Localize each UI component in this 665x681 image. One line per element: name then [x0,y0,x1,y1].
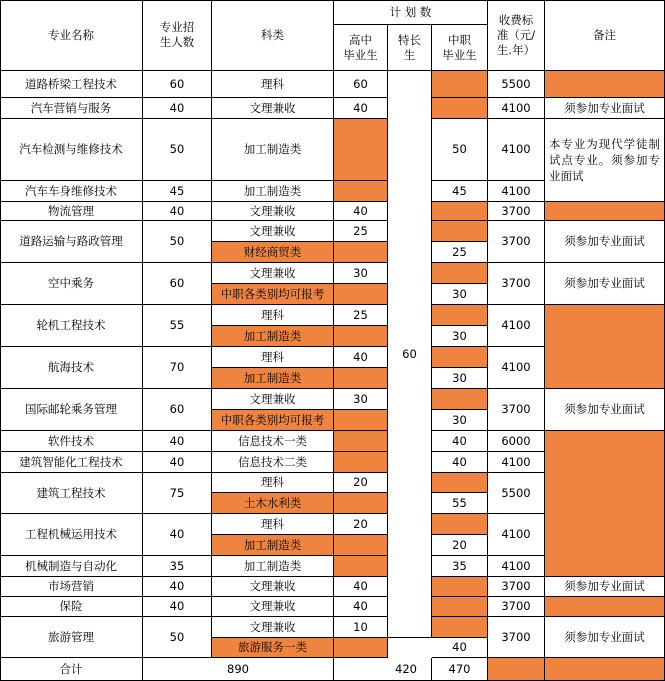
category-text: 加工制造类 [243,558,302,573]
enroll-count [143,431,212,452]
header-plan-count-text: 计 划 数 [389,4,432,19]
high-school-count [334,71,388,98]
enroll-count [143,119,212,181]
vocational-count-text: 20 [452,537,467,552]
vocational-count-text: 50 [452,142,467,156]
high-school-count [334,638,388,658]
high-school-count [334,284,388,305]
header-high-school-grad [334,25,388,71]
fee-standard-text: 3700 [501,579,531,593]
major-name-text: 建筑智能化工程技术 [19,454,123,469]
major-name-text: 市场营销 [48,579,94,593]
category [212,389,334,410]
category [212,473,334,493]
major-name-text: 道路桥梁工程技术 [25,76,117,91]
enroll-count-text: 50 [169,629,185,644]
major-name-text: 国际邮轮乘务管理 [25,402,117,416]
enroll-count-text: 40 [169,433,185,448]
remarks [545,577,665,597]
category [212,493,334,514]
category-text: 旅游服务一类 [238,640,307,654]
category-text: 加工制造类 [243,183,302,198]
major-name [0,347,143,389]
vocational-count [432,577,488,597]
category-text: 理科 [261,76,284,91]
category-text: 理科 [261,516,284,531]
category-text: 信息技术一类 [238,433,307,448]
vocational-count [432,98,488,119]
header-fee-standard-text: 收费标 准（元/ 生.年） [496,12,536,57]
enroll-count-text: 50 [169,142,185,156]
vocational-count-text: 30 [452,328,467,343]
major-name-text: 轮机工程技术 [36,318,106,332]
total-label [0,658,143,681]
category-text: 理科 [261,349,284,364]
high-school-count [334,535,388,556]
category [212,242,334,263]
high-school-count [334,98,388,119]
vocational-count-text: 30 [452,286,467,301]
enroll-count-text: 60 [169,402,185,416]
major-name [0,119,143,181]
category [212,556,334,577]
remarks-text: 须参加专业面试 [564,402,645,416]
remarks-text: 须参加专业面试 [564,234,645,248]
major-name-text: 物流管理 [48,203,94,218]
vocational-count [432,493,488,514]
remarks-text: 须参加专业面试 [564,579,645,593]
header-category-text: 科类 [261,27,284,42]
high-school-count [334,617,388,638]
major-name [0,577,143,597]
high-school-count [334,263,388,284]
major-name [0,473,143,514]
enroll-count [143,514,212,556]
vocational-count-text: 35 [452,558,467,573]
major-name [0,71,143,98]
fee-standard-text: 4100 [501,183,531,198]
high-school-count [334,577,388,597]
major-name [0,389,143,431]
high-school-count [334,368,388,389]
total-fee [488,658,545,681]
major-name [0,202,143,221]
high-school-count [334,410,388,431]
fee-standard-text: 3700 [501,402,531,416]
total-vocational [432,658,488,681]
fee-standard-text: 3700 [501,599,531,613]
vocational-count [432,181,488,202]
high-school-count [334,119,388,181]
remarks [545,389,665,431]
header-plan-count [334,0,488,25]
high-school-count [334,389,388,410]
high-school-count-text: 20 [353,516,368,531]
category [212,71,334,98]
high-school-count-text: 60 [353,76,368,91]
remarks [545,431,665,577]
fee-standard-text: 4100 [501,318,531,332]
enroll-count-text: 60 [169,76,185,91]
high-school-count-text: 40 [353,349,368,364]
enroll-count-text: 40 [169,527,185,541]
enroll-count [143,597,212,617]
fee-standard [488,305,545,347]
vocational-count [432,263,488,284]
major-name [0,452,143,473]
major-name-text: 工程机械运用技术 [25,527,117,541]
vocational-count [432,119,488,181]
remarks [545,98,665,119]
enroll-count [143,98,212,119]
total-count-text: 890 [227,661,249,676]
vocational-count-text: 30 [452,370,467,385]
enroll-count [143,263,212,305]
category [212,431,334,452]
vocational-count-text: 30 [452,412,467,427]
header-major-name [0,0,143,71]
enroll-count-text: 40 [169,203,185,218]
category [212,98,334,119]
major-name [0,617,143,658]
enroll-count [143,577,212,597]
vocational-count [432,597,488,617]
total-count [143,658,334,681]
total-high-school [334,658,432,681]
major-name-text: 航海技术 [48,360,94,374]
major-name-text: 汽车车身维修技术 [25,183,117,198]
special-talent-count [388,71,432,638]
high-school-count [334,305,388,326]
major-name-text: 旅游管理 [48,629,94,644]
fee-standard [488,617,545,658]
category [212,202,334,221]
major-name-text: 汽车营销与服务 [30,100,112,115]
fee-standard [488,473,545,514]
category [212,410,334,431]
fee-standard-text: 5500 [501,76,531,91]
vocational-count [432,242,488,263]
remarks-text: 须参加专业面试 [564,100,645,115]
header-major-name-text: 专业名称 [48,27,94,42]
fee-standard [488,221,545,263]
enroll-count-text: 60 [169,276,185,290]
enroll-count-text: 50 [169,234,185,248]
category [212,577,334,597]
category-text: 文理兼收 [249,265,296,280]
category-text: 加工制造类 [243,142,302,156]
remarks-text: 须参加专业面试 [564,629,645,644]
vocational-count [432,368,488,389]
category-text: 文理兼收 [249,223,296,238]
major-name-text: 空中乘务 [48,276,94,290]
category [212,452,334,473]
fee-standard [488,389,545,431]
major-name [0,431,143,452]
header-fee-standard [488,0,545,71]
enroll-count-text: 75 [169,485,185,500]
high-school-count [334,242,388,263]
remarks [545,305,665,389]
vocational-count [432,431,488,452]
enroll-count [143,473,212,514]
header-category [212,0,334,71]
header-vocational-grad-text: 中职 毕业生 [442,32,477,62]
category-text: 理科 [261,307,284,322]
high-school-count-text: 40 [353,100,368,115]
major-name [0,305,143,347]
category [212,597,334,617]
enroll-count-text: 45 [169,183,185,198]
category [212,535,334,556]
fee-standard-text: 4100 [501,527,531,541]
fee-standard [488,181,545,202]
category [212,617,334,638]
fee-standard [488,556,545,577]
fee-standard-text: 6000 [501,433,531,448]
vocational-count [432,556,488,577]
enroll-count [143,305,212,347]
fee-standard-text: 4100 [501,454,531,469]
category-text: 文理兼收 [249,579,296,593]
category-text: 土木水利类 [243,495,302,510]
header-high-school-grad-text: 高中 毕业生 [343,32,378,62]
vocational-count [432,410,488,431]
remarks [545,71,665,98]
fee-standard-text: 3700 [501,629,531,644]
major-name [0,556,143,577]
vocational-count-text: 40 [452,433,467,448]
vocational-count-text: 55 [452,495,467,510]
high-school-count [334,221,388,242]
vocational-count [432,284,488,305]
major-name-text: 建筑工程技术 [36,485,106,500]
enroll-count-text: 40 [169,579,185,593]
high-school-count-text: 10 [353,619,368,634]
remarks [545,617,665,658]
remarks-text: 本专业为现代学徒制试点专业。须参加专业面试 [549,137,660,183]
vocational-count [432,617,488,638]
high-school-count-text: 40 [353,579,368,593]
major-name-text: 机械制造与自动化 [25,558,117,573]
fee-standard [488,514,545,556]
vocational-count [432,221,488,242]
fee-standard [488,263,545,305]
fee-standard-text: 3700 [501,203,531,218]
fee-standard [488,431,545,452]
high-school-count [334,431,388,452]
high-school-count [334,202,388,221]
major-name-text: 道路运输与路政管理 [19,234,123,248]
vocational-count [432,305,488,326]
category [212,263,334,284]
vocational-count [432,473,488,493]
enroll-count [143,556,212,577]
major-name [0,514,143,556]
category-text: 文理兼收 [249,599,296,613]
total-remarks [545,658,665,681]
vocational-count [432,535,488,556]
high-school-count [334,473,388,493]
enroll-count-text: 40 [169,454,185,469]
high-school-count [334,452,388,473]
vocational-count [432,326,488,347]
fee-standard [488,71,545,98]
enroll-count-text: 40 [169,599,185,613]
vocational-count-text: 45 [452,183,467,198]
vocational-count-text: 25 [452,244,467,259]
major-name [0,597,143,617]
enroll-count [143,181,212,202]
category [212,347,334,368]
vocational-count-text: 40 [452,454,467,469]
major-name-text: 软件技术 [48,433,94,448]
category [212,326,334,347]
fee-standard [488,119,545,181]
high-school-count-text: 20 [353,475,368,489]
total-high-school-text: 420 [395,661,417,676]
category-text: 加工制造类 [243,328,302,343]
header-special-talent [388,25,432,71]
major-name [0,181,143,202]
high-school-count [334,181,388,202]
remarks [545,263,665,305]
category-text: 中职各类别均可报考 [220,286,325,301]
category [212,638,334,658]
enroll-count [143,202,212,221]
header-remarks-text: 备注 [593,27,616,42]
remarks [545,221,665,263]
fee-standard-text: 4100 [501,142,531,156]
remarks [545,119,665,202]
high-school-count [334,597,388,617]
enroll-count [143,452,212,473]
high-school-count [334,556,388,577]
vocational-count [432,452,488,473]
category-text: 信息技术二类 [238,454,307,469]
special-talent-count-text: 60 [402,346,417,361]
high-school-count-text: 30 [353,265,368,280]
high-school-count [334,326,388,347]
vocational-count [432,638,488,658]
category [212,368,334,389]
category-text: 文理兼收 [249,619,296,634]
fee-standard [488,98,545,119]
major-name [0,221,143,263]
vocational-count-text: 40 [452,640,467,654]
category-text: 理科 [261,475,284,489]
category-text: 加工制造类 [243,537,302,552]
fee-standard-text: 4100 [501,100,531,115]
high-school-count-text: 40 [353,599,368,613]
category-text: 文理兼收 [249,100,296,115]
enroll-count [143,389,212,431]
category [212,284,334,305]
category-text: 文理兼收 [249,203,296,218]
category [212,305,334,326]
fee-standard-text: 3700 [501,276,531,290]
high-school-count [334,514,388,535]
remarks [545,202,665,221]
category [212,181,334,202]
fee-standard-text: 4100 [501,558,531,573]
header-vocational-grad [432,25,488,71]
fee-standard-text: 5500 [501,485,531,500]
category-text: 加工制造类 [243,370,302,385]
high-school-count-text: 30 [353,391,368,406]
category-text: 财经商贸类 [243,244,302,259]
high-school-count-text: 25 [353,223,368,238]
fee-standard-text: 3700 [501,234,531,248]
category [212,221,334,242]
category-text: 中职各类别均可报考 [220,412,325,427]
enroll-count-text: 55 [169,318,185,332]
category [212,514,334,535]
total-label-text: 合计 [59,661,83,676]
high-school-count [334,347,388,368]
header-enroll-count [143,0,212,71]
category [212,119,334,181]
major-name-text: 保险 [59,599,83,613]
high-school-count-text: 40 [353,203,368,218]
vocational-count [432,347,488,368]
fee-standard [488,202,545,221]
header-enroll-count-text: 专业招 生人数 [159,20,195,49]
remarks-text: 须参加专业面试 [564,276,645,290]
remarks [545,597,665,617]
enroll-count [143,347,212,389]
vocational-count [432,514,488,535]
enroll-count [143,71,212,98]
enroll-count [143,617,212,658]
enroll-count-text: 40 [169,100,185,115]
major-name [0,263,143,305]
fee-standard-text: 4100 [501,360,531,374]
fee-standard [488,597,545,617]
high-school-count-text: 25 [353,307,368,322]
total-vocational-text: 470 [448,661,471,676]
category-text: 文理兼收 [249,391,296,406]
enroll-count-text: 35 [169,558,185,573]
fee-standard [488,452,545,473]
fee-standard [488,347,545,389]
fee-standard [488,577,545,597]
vocational-count [432,71,488,98]
vocational-count [432,389,488,410]
header-special-talent-text: 特长 生 [398,32,421,62]
major-name [0,98,143,119]
enroll-count [143,221,212,263]
enroll-count-text: 70 [169,360,185,374]
high-school-count [334,493,388,514]
header-remarks [545,0,665,71]
vocational-count [432,202,488,221]
major-name-text: 汽车检测与维修技术 [19,142,123,156]
